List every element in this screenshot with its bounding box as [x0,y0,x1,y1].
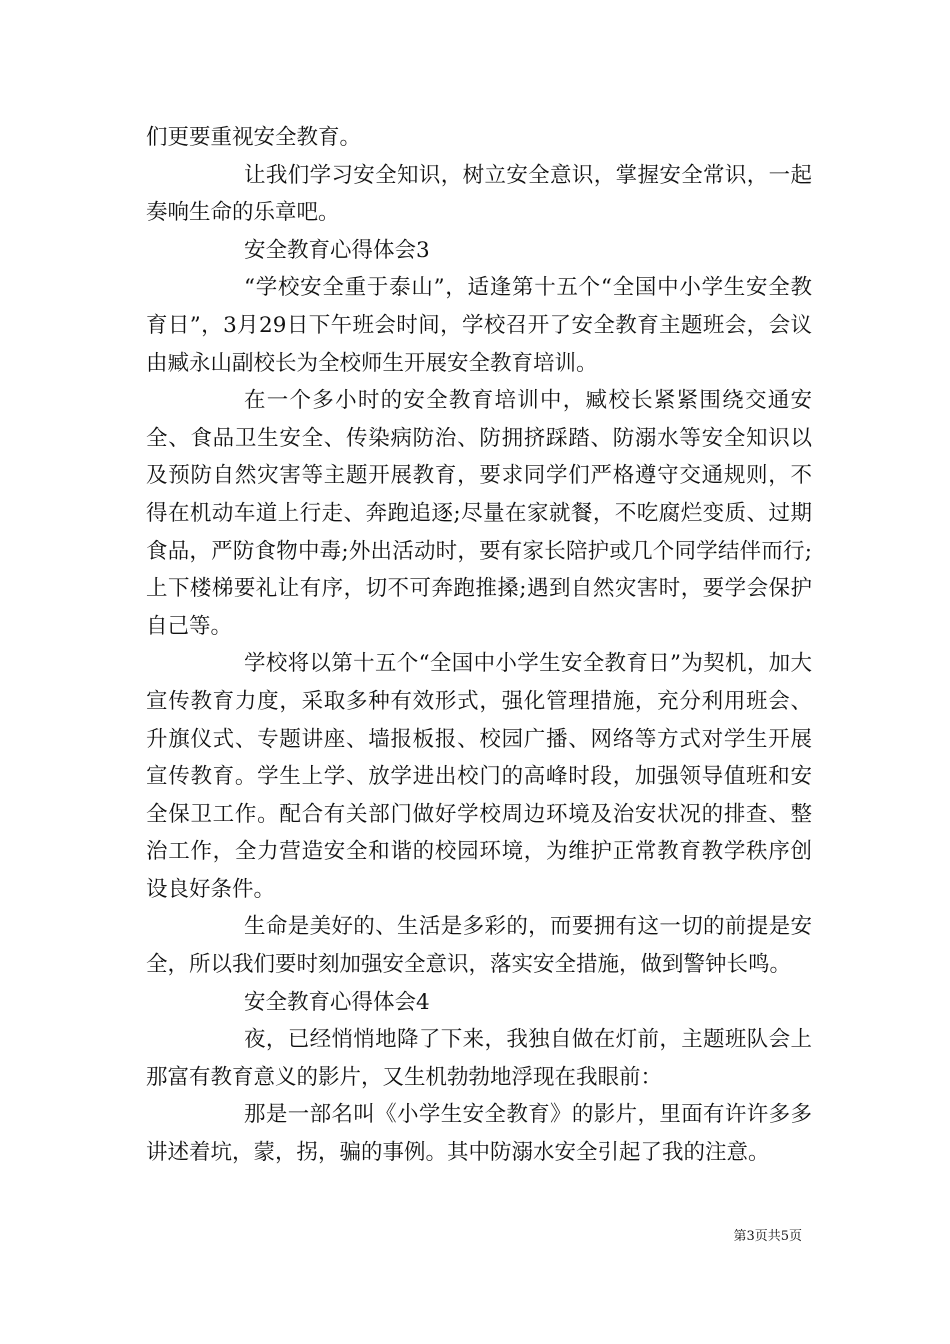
section-heading: 安全教育心得体会4 [244,989,430,1015]
paragraph: “学校安全重于泰山”，适逢第十五个“全国中小学生安全教育日”，3月29日下午班会时间，学校召开了安全教育主题班会，会议由臧永山副校长为全校师生开展安全教育培训。 [146,275,812,376]
paragraph: 学校将以第十五个“全国中小学生安全教育日”为契机，加大宣传教育力度，采取多种有效形式，强化管理措施，充分利用班会、升旗仪式、专题讲座、墙报板报、校园广播、网络等方式对学生开展宣传教育。学生上学、放学进出校门的高峰时段，加强领导值班和安全保卫工作。配合有关部门做好学校周边环境及治安状况的排查、整治工作，全力营造安全和谐的校园环境，为维护正常教育教学秩序创设良好条件。 [146,651,812,902]
paragraph: 那是一部名叫《小学生安全教育》的影片，里面有许许多多讲述着坑，蒙，拐，骗的事例。其中防溺水安全引起了我的注意。 [146,1102,812,1166]
paragraph: 生命是美好的、生活是多彩的，而要拥有这一切的前提是安全，所以我们要时刻加强安全意识，落实安全措施，做到警钟长鸣。 [146,914,812,978]
document-body [146,119,812,1172]
paragraph: 们更要重视安全教育。 [146,125,362,150]
paragraph: 让我们学习安全知识，树立安全意识，掌握安全常识，一起奏响生命的乐章吧。 [146,162,812,226]
section-heading: 安全教育心得体会3 [244,237,430,263]
paragraph: 在一个多小时的安全教育培训中，臧校长紧紧围绕交通安全、食品卫生安全、传染病防治、防拥挤踩踏、防溺水等安全知识以及预防自然灾害等主题开展教育，要求同学们严格遵守交通规则，不得在机动车道上行走、奔跑追逐;尽量在家就餐，不吃腐烂变质、过期食品，严防食物中毒;外出活动时，要有家长陪护或几个同学结伴而行;上下楼梯要礼让有序，切不可奔跑推搡;遇到自然灾害时，要学会保护自己等。 [146,388,812,639]
page-number: 第3页共5页 [733,1229,802,1244]
paragraph: 夜，已经悄悄地降了下来，我独自做在灯前，主题班队会上那富有教育意义的影片，又生机勃勃地浮现在我眼前： [146,1027,812,1090]
